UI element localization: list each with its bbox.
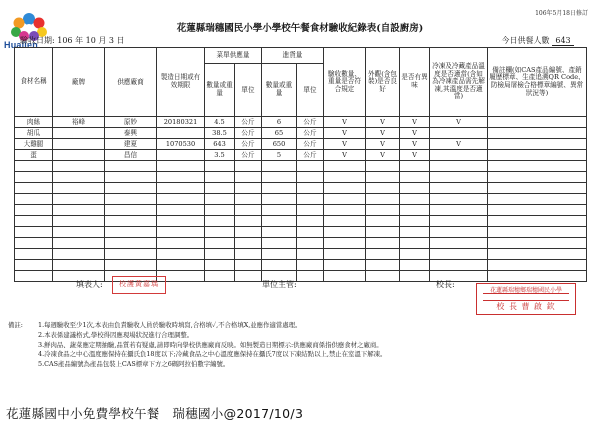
header-remarks: 備註欄(如CAS產品編號、產銷履歷標章、生產追溯QR Code、防檢局屠檢合格標章編號、異常狀況等) — [488, 48, 587, 117]
table-row-empty — [15, 227, 587, 238]
principal-stamp-top: 花蓮縣瑞穗鄉瑞穗國民小學 — [489, 287, 562, 294]
cell-mfg-date: 1070530 — [157, 139, 205, 150]
cell-received-unit: 公斤 — [297, 139, 324, 150]
servings-count — [501, 35, 574, 46]
logo-text: Hualien — [4, 40, 38, 50]
notes-lead: 備註: — [8, 321, 23, 329]
note-item: 5.CAS產品編號為產品包裝上CAS標章下方之6碼阿拉伯數字編號。 — [38, 360, 230, 369]
cell-odor: V — [400, 128, 430, 139]
revision-note: 106年5月18日修訂 — [535, 10, 588, 17]
table-row-empty — [15, 249, 587, 260]
cell-odor: V — [400, 150, 430, 161]
cell-brand: 裕峰 — [53, 117, 105, 128]
table-row — [15, 117, 587, 128]
note-item: 1.每週驗收至少1次,本表由負責驗收人員於驗收時填寫,合格填✓,不合格填X,並應作適當處理。 — [38, 321, 302, 329]
cell-cold-temp: V — [430, 117, 488, 128]
cell-ingredient: 大雞腿 — [15, 139, 53, 150]
header-supplier: 供應廠商 — [105, 48, 157, 117]
table-row — [15, 139, 587, 150]
cell-received-unit: 公斤 — [297, 150, 324, 161]
servings-label: 今日供餐人數 — [501, 36, 550, 45]
note-item: 4.冷凍食品之中心溫度應保持在攝氏負18度以下;冷藏食品之中心溫度應保持在攝氏7度以下凍結點以上,禁止在室溫下解凍。 — [38, 350, 387, 359]
cell-brand — [53, 139, 105, 150]
supervisor-label: 單位主管: — [262, 280, 297, 289]
cell-remarks — [488, 128, 587, 139]
cell-supplier: 原妙 — [105, 117, 157, 128]
servings-value: 643 — [552, 36, 574, 46]
table-row-empty — [15, 205, 587, 216]
cell-appearance: V — [366, 139, 400, 150]
table-row — [15, 128, 587, 139]
cell-received-qty: 6 — [262, 117, 297, 128]
table-row — [15, 150, 587, 161]
cell-ingredient: 胡瓜 — [15, 128, 53, 139]
cell-received-unit: 公斤 — [297, 117, 324, 128]
header-cold-temp: 冷凍及冷藏產品溫度是否適當(含如為冷凍產品需先解凍,其溫度是否適當) — [430, 48, 488, 117]
table-row-empty — [15, 161, 587, 172]
table-row-empty — [15, 238, 587, 249]
cell-cold-temp — [430, 150, 488, 161]
cell-supplier: 泰興 — [105, 128, 157, 139]
header-received-qty: 數量或重量 — [262, 64, 297, 117]
cell-qty-check: V — [324, 128, 366, 139]
cell-brand — [53, 150, 105, 161]
cell-cold-temp: V — [430, 139, 488, 150]
page-title: 花蓮縣瑞穗國民小學小學校午餐食材驗收紀錄表(自設廚房) — [176, 23, 424, 34]
cell-purchase-unit: 公斤 — [235, 128, 262, 139]
header-mfg-date: 製造日期或有效期限 — [157, 48, 205, 117]
notes-list — [8, 321, 593, 370]
cell-supplier: 昌信 — [105, 150, 157, 161]
principal-stamp — [476, 283, 576, 315]
header-brand: 廠牌 — [53, 48, 105, 117]
cell-purchase-qty: 3.5 — [205, 150, 235, 161]
header-appearance: 外觀(含包裝)是否良好 — [366, 48, 400, 117]
inspection-date — [20, 35, 125, 46]
stamp-divider — [483, 293, 569, 301]
cell-ingredient: 蛋 — [15, 150, 53, 161]
header-odor: 是否有異味 — [400, 48, 430, 117]
cell-appearance: V — [366, 117, 400, 128]
header-purchase-unit: 單位 — [235, 64, 262, 117]
cell-supplier: 建夏 — [105, 139, 157, 150]
cell-qty-check: V — [324, 150, 366, 161]
inspection-table — [14, 47, 587, 282]
cell-odor: V — [400, 117, 430, 128]
cell-purchase-qty: 4.5 — [205, 117, 235, 128]
table-row-empty — [15, 183, 587, 194]
table-row-empty — [15, 260, 587, 271]
header-ingredient: 食材名稱 — [15, 48, 53, 117]
cell-received-qty: 650 — [262, 139, 297, 150]
table-row-empty — [15, 172, 587, 183]
cell-purchase-qty: 643 — [205, 139, 235, 150]
cell-qty-check: V — [324, 139, 366, 150]
cell-purchase-qty: 38.5 — [205, 128, 235, 139]
header-received-unit: 單位 — [297, 64, 324, 117]
cell-appearance: V — [366, 128, 400, 139]
note-item: 2.本表係建議格式,學校得因應現場狀況進行合理調整。 — [38, 330, 194, 339]
header-purchase-qty: 數量或重量 — [205, 64, 235, 117]
principal-label: 校長: — [436, 280, 455, 289]
cell-ingredient: 肉絲 — [15, 117, 53, 128]
filler-label: 填表人: — [76, 280, 103, 289]
cell-appearance: V — [366, 150, 400, 161]
cell-purchase-unit: 公斤 — [235, 139, 262, 150]
cell-mfg-date — [157, 128, 205, 139]
cell-cold-temp — [430, 128, 488, 139]
table-row-empty — [15, 216, 587, 227]
filler-stamp: 校護黃嘉瑀 — [112, 276, 166, 294]
header-purchase-group: 菜單供應量 — [205, 48, 262, 64]
cell-purchase-unit: 公斤 — [235, 150, 262, 161]
cell-received-unit: 公斤 — [297, 128, 324, 139]
header-received-group: 進貨量 — [262, 48, 324, 64]
cell-purchase-unit: 公斤 — [235, 117, 262, 128]
cell-brand — [53, 128, 105, 139]
principal-stamp-bottom: 校 長 曹 啟 欽 — [496, 302, 556, 311]
table-row-empty — [15, 194, 587, 205]
cell-remarks — [488, 117, 587, 128]
photo-caption: 花蓮縣國中小免費學校午餐 瑞穗國小@2017/10/3 — [6, 406, 304, 421]
cell-received-qty: 5 — [262, 150, 297, 161]
cell-odor: V — [400, 139, 430, 150]
cell-mfg-date — [157, 150, 205, 161]
cell-remarks — [488, 139, 587, 150]
inspection-date-value: 106 年 10 月 3 日 — [57, 36, 125, 45]
cell-mfg-date: 20180321 — [157, 117, 205, 128]
cell-received-qty: 65 — [262, 128, 297, 139]
notes-section — [8, 321, 593, 370]
inspection-date-label: 驗收日期: — [20, 36, 55, 45]
cell-remarks — [488, 150, 587, 161]
header-qty-check: 驗收數量、重量是否符合規定 — [324, 48, 366, 117]
cell-qty-check: V — [324, 117, 366, 128]
note-item: 3.鮮肉品、蔬菜應定期抽驗,品質若有疑慮,請即時向學校供應廠商反映。如無製造日期標示:供應廠商係指供應食材之廠商。 — [38, 340, 383, 349]
